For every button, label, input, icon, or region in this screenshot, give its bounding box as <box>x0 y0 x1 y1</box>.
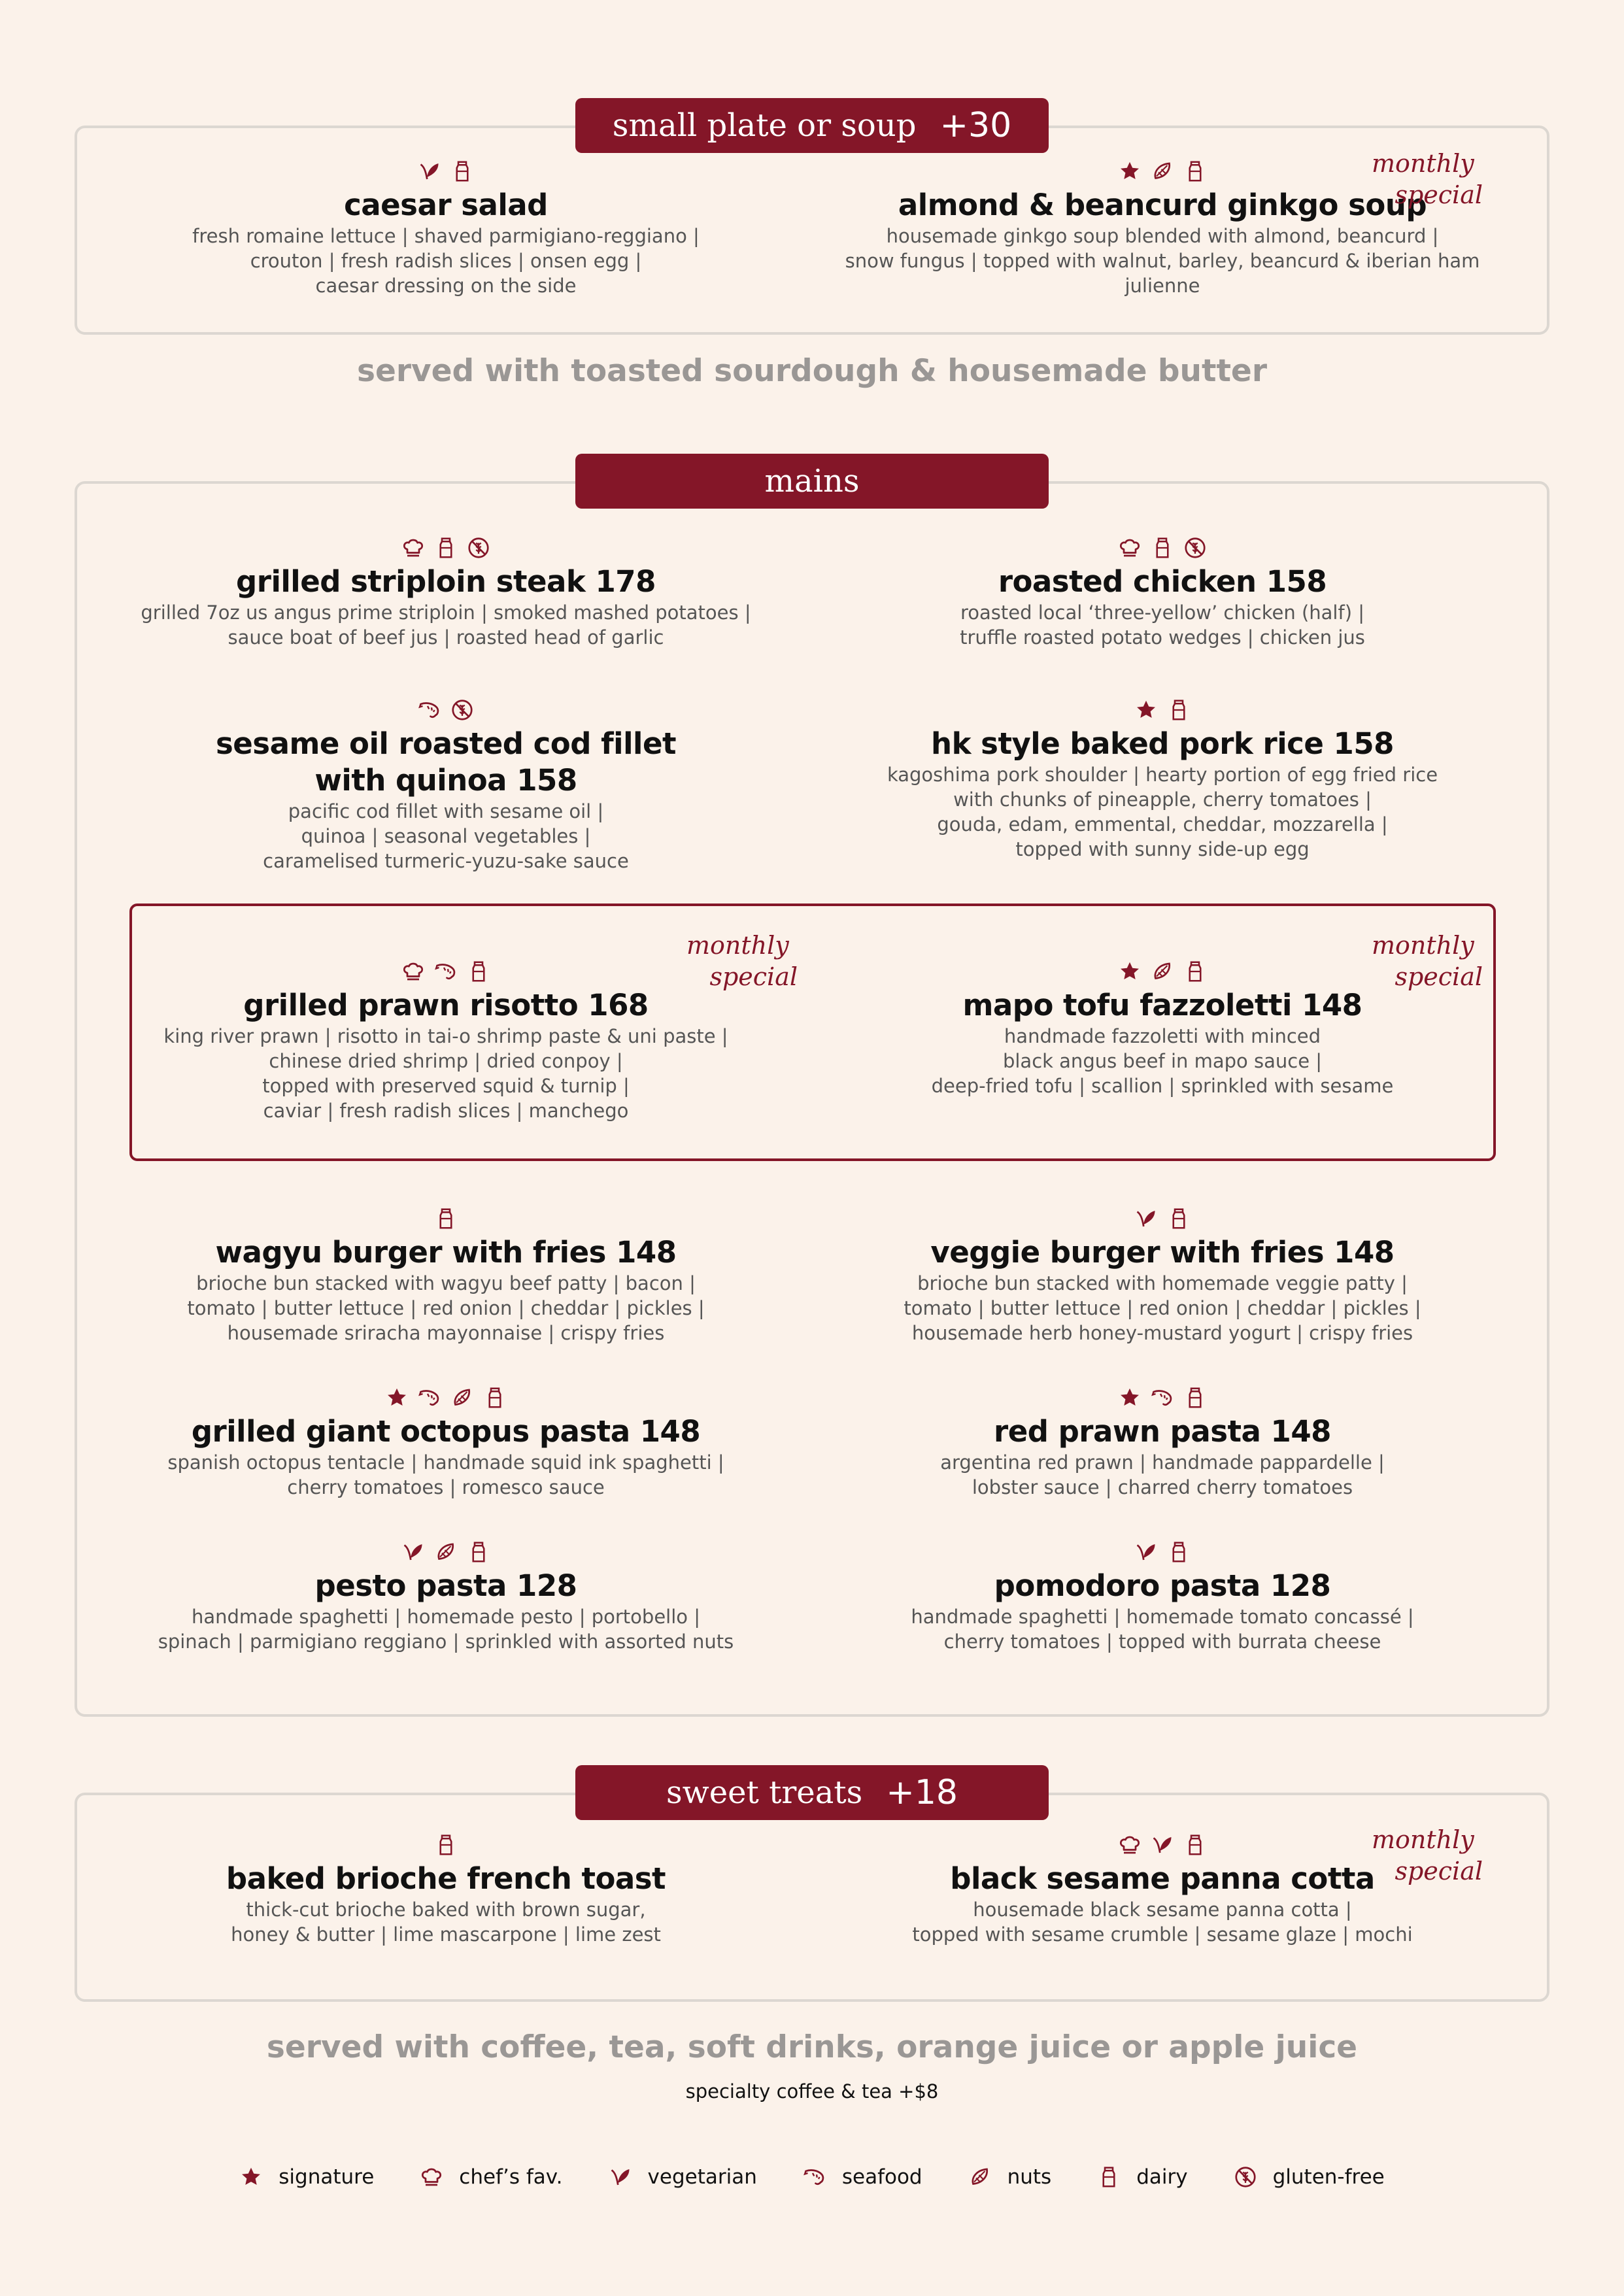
sweet-treats-title: sweet treats <box>666 1774 863 1811</box>
menu-item <box>119 1536 773 1654</box>
text-line: tomato | butter lettuce | red onion | cheddar | pickles | <box>187 1297 705 1319</box>
sweet-treats-note: served with coffee, tea, soft drinks, orange juice or apple juice <box>266 2029 1358 2065</box>
seafood-icon <box>803 2165 826 2189</box>
item-icons <box>836 1203 1489 1234</box>
gluten-free-icon <box>1234 2165 1257 2189</box>
text-line: handmade fazzoletti with minced <box>1004 1025 1321 1047</box>
dairy-icon <box>467 960 490 983</box>
item-title: almond & beancurd ginkgo soup <box>898 188 1427 222</box>
specialty-coffee-note: specialty coffee & tea +$8 <box>685 2080 939 2102</box>
dairy-icon <box>434 536 458 560</box>
legend-item <box>1234 2165 1385 2189</box>
text-line: housemade sriracha mayonnaise | crispy fries <box>227 1322 665 1344</box>
item-title: black sesame panna cotta <box>950 1861 1375 1896</box>
item-title: grilled striploin steak 178 <box>236 564 656 599</box>
text-line: cherry tomatoes | topped with burrata cheese <box>943 1630 1381 1653</box>
text-line: snow fungus | topped with walnut, barley, beancurd & iberian ham julienne <box>845 250 1480 297</box>
item-description <box>836 1024 1489 1098</box>
text-line: housemade black sesame panna cotta | <box>973 1899 1352 1921</box>
item-description <box>836 1450 1489 1500</box>
dairy-icon <box>1167 1540 1191 1564</box>
item-description <box>119 600 773 650</box>
item-icons <box>836 532 1489 564</box>
legend-item <box>968 2165 1052 2189</box>
item-icons <box>119 694 773 726</box>
dairy-icon <box>1151 536 1174 560</box>
nuts-icon <box>450 1386 474 1410</box>
text-line: deep-fried tofu | scallion | sprinkled with sesame <box>931 1075 1394 1097</box>
small-plate-price: +30 <box>939 106 1012 145</box>
dairy-icon <box>1183 960 1207 983</box>
text-line: crouton | fresh radish slices | onsen egg | <box>250 250 642 272</box>
item-title: caesar salad <box>344 188 548 222</box>
text-line: gouda, edam, emmental, cheddar, mozzarella | <box>937 813 1388 836</box>
item-title: mapo tofu fazzoletti 148 <box>962 988 1362 1022</box>
text-line: with quinoa 158 <box>314 763 577 798</box>
gluten-free-icon <box>450 698 474 722</box>
text-line: topped with sesame crumble | sesame glaze | mochi <box>912 1923 1413 1946</box>
text-line: lobster sauce | charred cherry tomatoes <box>972 1476 1353 1498</box>
small-plate-title: small plate or soup <box>612 107 917 144</box>
chefs-fav-icon <box>420 2165 443 2189</box>
item-description <box>836 1897 1489 1947</box>
nuts-icon <box>434 1540 458 1564</box>
item-icons <box>119 1203 773 1234</box>
sweet-treats-price: +18 <box>886 1773 958 1812</box>
item-title: pomodoro pasta 128 <box>994 1568 1331 1603</box>
signature-icon <box>1118 160 1142 183</box>
item-description <box>119 1450 773 1500</box>
menu-item <box>119 1829 773 1947</box>
gluten-free-icon <box>1183 536 1207 560</box>
item-icons <box>119 1829 773 1861</box>
dairy-icon <box>434 1207 458 1230</box>
text-line: argentina red prawn | handmade pappardelle | <box>940 1451 1385 1474</box>
dairy-icon <box>467 1540 490 1564</box>
text-line: roasted local ‘three-yellow’ chicken (half) | <box>960 601 1364 624</box>
text-line: housemade ginkgo soup blended with almond, beancurd | <box>886 225 1439 247</box>
text-line: chinese dried shrimp | dried conpoy | <box>269 1050 623 1072</box>
nuts-icon <box>968 2165 992 2189</box>
text-line: brioche bun stacked with wagyu beef patty | bacon | <box>196 1272 696 1294</box>
item-description <box>119 224 773 298</box>
legend-item <box>609 2165 757 2189</box>
legend-item <box>239 2165 374 2189</box>
text-line: sesame oil roasted cod fillet <box>216 726 676 761</box>
small-plate-header <box>575 98 1049 153</box>
legend <box>0 2165 1624 2189</box>
signature-icon <box>1118 960 1142 983</box>
item-description <box>119 1897 773 1947</box>
item-description <box>836 762 1489 862</box>
legend-label: seafood <box>841 2165 922 2189</box>
item-description <box>119 1604 773 1654</box>
menu-item <box>119 156 773 298</box>
item-title: wagyu burger with fries 148 <box>215 1235 677 1270</box>
vegetarian-icon <box>1134 1540 1158 1564</box>
item-icons <box>119 532 773 564</box>
item-description <box>836 1604 1489 1654</box>
item-description <box>836 224 1489 298</box>
nuts-icon <box>1151 160 1174 183</box>
text-line: handmade spaghetti | homemade tomato concassé | <box>911 1606 1414 1628</box>
item-icons <box>119 956 773 987</box>
menu-item <box>119 694 773 873</box>
item-title: veggie burger with fries 148 <box>930 1235 1395 1270</box>
item-title: grilled giant octopus pasta 148 <box>191 1414 701 1449</box>
item-description <box>836 1271 1489 1345</box>
text-line: king river prawn | risotto in tai-o shrimp paste & uni paste | <box>163 1025 728 1047</box>
menu-item <box>119 956 773 1123</box>
text-line: spinach | parmigiano reggiano | sprinkled with assorted nuts <box>158 1630 734 1653</box>
item-title: pesto pasta 128 <box>314 1568 577 1603</box>
dairy-icon <box>450 160 474 183</box>
dairy-icon <box>1167 1207 1191 1230</box>
item-title: red prawn pasta 148 <box>994 1414 1331 1449</box>
item-description <box>119 1271 773 1345</box>
legend-item <box>420 2165 562 2189</box>
seafood-icon <box>434 960 458 983</box>
vegetarian-icon <box>1134 1207 1158 1230</box>
vegetarian-icon <box>1151 1833 1174 1857</box>
monthly-special-label: monthly special <box>1372 931 1483 991</box>
text-line: kagoshima pork shoulder | hearty portion of egg fried rice <box>887 764 1438 786</box>
legend-label: vegetarian <box>647 2165 757 2189</box>
vegetarian-icon <box>609 2165 632 2189</box>
legend-label: gluten-free <box>1272 2165 1385 2189</box>
text-line: topped with preserved squid & turnip | <box>262 1075 630 1097</box>
legend-label: nuts <box>1007 2165 1052 2189</box>
vegetarian-icon <box>401 1540 425 1564</box>
dairy-icon <box>1183 1833 1207 1857</box>
item-description <box>119 1024 773 1123</box>
text-line: black angus beef in mapo sauce | <box>1002 1050 1323 1072</box>
legend-label: dairy <box>1136 2165 1188 2189</box>
menu-item <box>836 694 1489 862</box>
text-line: with chunks of pineapple, cherry tomatoes | <box>953 788 1372 811</box>
menu-item <box>836 532 1489 650</box>
item-icons <box>119 156 773 187</box>
small-plate-note: served with toasted sourdough & housemade butter <box>356 353 1267 389</box>
dairy-icon <box>1183 1386 1207 1410</box>
text-line: pacific cod fillet with sesame oil | <box>288 800 604 822</box>
dairy-icon <box>483 1386 507 1410</box>
mains-title: mains <box>764 463 860 499</box>
signature-icon <box>239 2165 263 2189</box>
item-description <box>836 600 1489 650</box>
chefs-fav-icon <box>1118 1833 1142 1857</box>
monthly-special-label: monthly special <box>1372 1825 1483 1885</box>
dairy-icon <box>1183 160 1207 183</box>
text-line: topped with sunny side-up egg <box>1015 838 1310 860</box>
text-line: caramelised turmeric-yuzu-sake sauce <box>263 850 629 872</box>
gluten-free-icon <box>467 536 490 560</box>
text-line: tomato | butter lettuce | red onion | cheddar | pickles | <box>904 1297 1421 1319</box>
sweet-treats-header <box>575 1765 1049 1820</box>
item-title: baked brioche french toast <box>226 1861 666 1896</box>
seafood-icon <box>418 698 441 722</box>
item-icons <box>119 1382 773 1413</box>
signature-icon <box>1118 1386 1142 1410</box>
signature-icon <box>385 1386 409 1410</box>
text-line: spanish octopus tentacle | handmade squid ink spaghetti | <box>167 1451 724 1474</box>
chefs-fav-icon <box>401 536 425 560</box>
item-description <box>119 799 773 873</box>
text-line: quinoa | seasonal vegetables | <box>301 825 591 847</box>
text-line: housemade herb honey-mustard yogurt | crispy fries <box>911 1322 1413 1344</box>
item-title <box>119 726 773 799</box>
dairy-icon <box>1097 2165 1121 2189</box>
item-title: hk style baked pork rice 158 <box>931 726 1394 761</box>
mains-header <box>575 454 1049 509</box>
seafood-icon <box>418 1386 441 1410</box>
menu-item <box>119 1382 773 1500</box>
monthly-special-label: monthly special <box>686 931 798 991</box>
item-icons <box>119 1536 773 1568</box>
legend-label: chef’s fav. <box>459 2165 563 2189</box>
item-icons <box>836 1382 1489 1413</box>
dairy-icon <box>1167 698 1191 722</box>
nuts-icon <box>1151 960 1174 983</box>
text-line: brioche bun stacked with homemade veggie patty | <box>917 1272 1408 1294</box>
dairy-icon <box>434 1833 458 1857</box>
text-line: caesar dressing on the side <box>315 275 577 297</box>
chefs-fav-icon <box>401 960 425 983</box>
text-line: fresh romaine lettuce | shaved parmigiano-reggiano | <box>192 225 700 247</box>
text-line: sauce boat of beef jus | roasted head of garlic <box>228 626 664 649</box>
menu-item <box>836 1536 1489 1654</box>
signature-icon <box>1134 698 1158 722</box>
menu-item <box>836 1382 1489 1500</box>
chefs-fav-icon <box>1118 536 1142 560</box>
text-line: honey & butter | lime mascarpone | lime zest <box>231 1923 661 1946</box>
item-title: roasted chicken 158 <box>998 564 1327 599</box>
text-line: caviar | fresh radish slices | manchego <box>263 1100 629 1122</box>
seafood-icon <box>1151 1386 1174 1410</box>
menu-item <box>836 1203 1489 1345</box>
item-icons <box>836 694 1489 726</box>
legend-item <box>1097 2165 1187 2189</box>
menu-item <box>119 1203 773 1345</box>
legend-item <box>803 2165 922 2189</box>
text-line: truffle roasted potato wedges | chicken jus <box>960 626 1365 649</box>
menu-item <box>119 532 773 650</box>
text-line: cherry tomatoes | romesco sauce <box>287 1476 605 1498</box>
text-line: handmade spaghetti | homemade pesto | portobello | <box>191 1606 700 1628</box>
text-line: thick-cut brioche baked with brown sugar, <box>246 1899 646 1921</box>
item-title: grilled prawn risotto 168 <box>243 988 649 1022</box>
vegetarian-icon <box>418 160 441 183</box>
text-line: grilled 7oz us angus prime striploin | smoked mashed potatoes | <box>141 601 751 624</box>
item-icons <box>836 1536 1489 1568</box>
monthly-special-label: monthly special <box>1372 149 1483 209</box>
legend-label: signature <box>279 2165 375 2189</box>
